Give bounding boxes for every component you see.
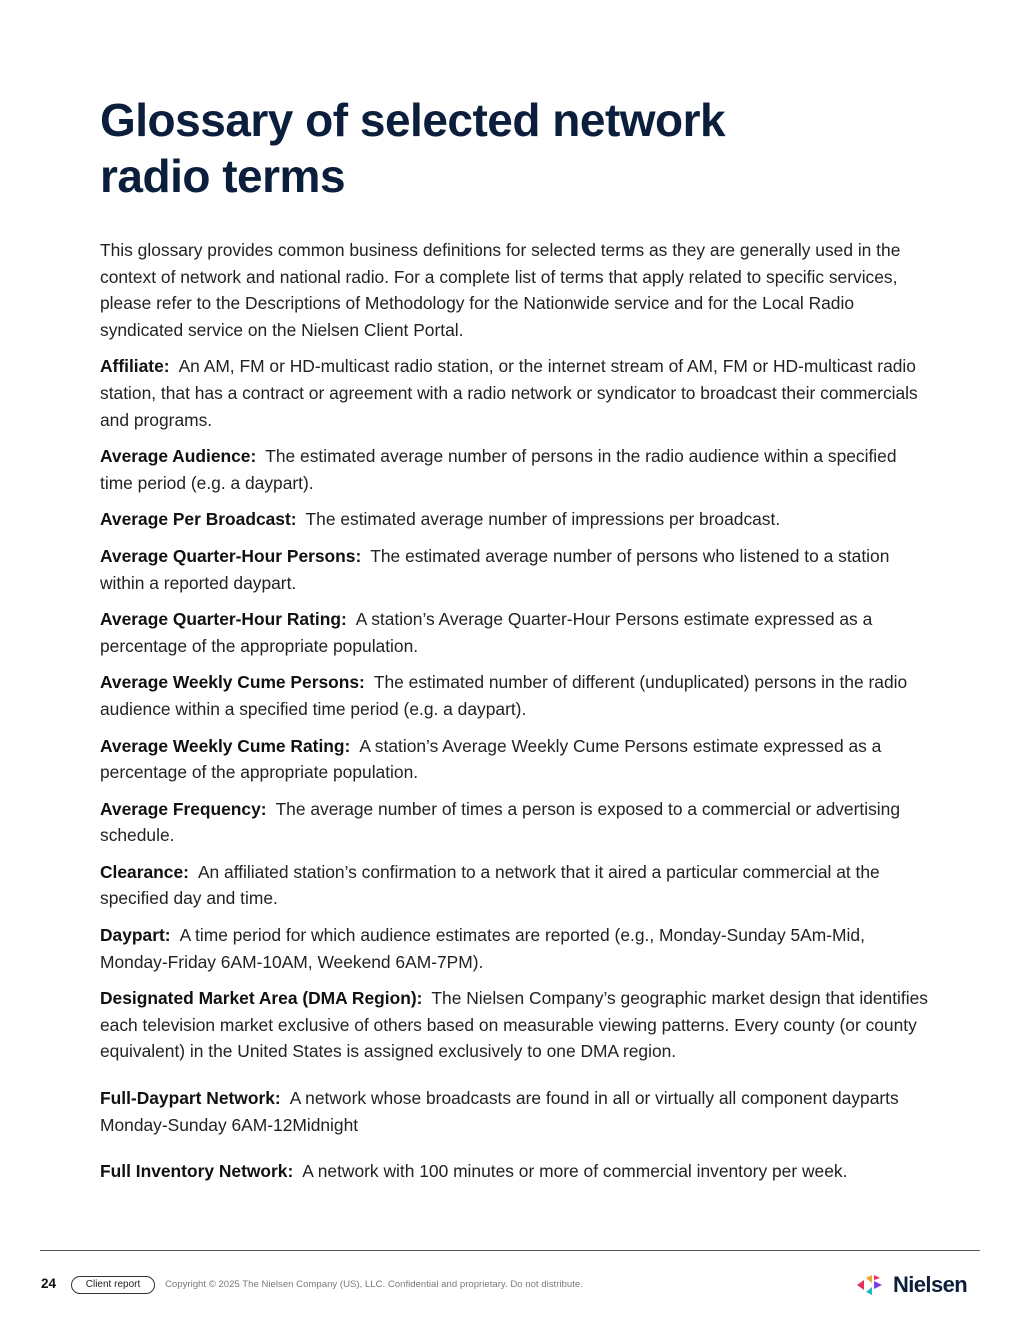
glossary-term-clearance — [100, 859, 928, 912]
glossary-term-weekly-cume-rating — [100, 733, 928, 786]
term-name: Average Frequency: — [100, 798, 267, 819]
glossary-term-daypart — [100, 922, 928, 975]
page-number: 24 — [41, 1276, 57, 1291]
glossary-term-full-daypart-network — [100, 1085, 928, 1138]
term-definition: A network whose broadcasts are found in all or virtually all component dayparts Monday-Sunday 6AM-12Midnight — [100, 1088, 899, 1135]
client-report-badge: Client report — [71, 1276, 155, 1294]
nielsen-logo — [857, 1272, 967, 1298]
term-name: Average Weekly Cume Persons: — [100, 672, 365, 693]
glossary-term-full-inventory-network — [100, 1158, 928, 1185]
term-name: Full-Daypart Network: — [100, 1088, 281, 1109]
term-definition: The average number of times a person is exposed to a commercial or advertising schedule. — [100, 798, 900, 846]
term-name: Average Per Broadcast: — [100, 509, 297, 530]
glossary-term-weekly-cume-persons — [100, 669, 928, 722]
glossary-term-average-audience — [100, 443, 928, 496]
glossary-term-average-per-broadcast — [100, 506, 928, 533]
term-definition: A time period for which audience estimates are reported (e.g., Monday-Sunday 5Am-Mid, Monday-Friday 6AM-10AM, Weekend 6AM-7PM). — [100, 925, 865, 972]
term-definition: The Nielsen Company’s geographic market design that identifies each television market exclusive of others based on measurable viewing patterns. Every county (or county equivalent) in the United States is assigned exclusively to one DMA region. — [100, 988, 928, 1062]
page-title: Glossary of selected network radio terms — [100, 94, 726, 202]
term-definition: A network with 100 minutes or more of commercial inventory per week. — [302, 1161, 848, 1182]
nielsen-logo-mark-icon — [857, 1274, 891, 1296]
intro-paragraph: This glossary provides common business definitions for selected terms as they are generally used in the context of network and national radio. For a complete list of terms that apply related to specific services, please refer to the Descriptions of Methodology for the Nationwide service and for the Local Radio syndicated service on the Nielsen Client Portal. — [100, 240, 901, 340]
term-definition: The estimated average number of persons in the radio audience within a specified time period (e.g. a daypart). — [100, 446, 897, 493]
glossary-term-aqh-rating — [100, 606, 928, 659]
term-name: Affiliate: — [100, 356, 170, 377]
term-name: Average Weekly Cume Rating: — [100, 735, 351, 756]
glossary-content — [100, 237, 928, 1195]
term-name: Full Inventory Network: — [100, 1161, 294, 1182]
term-name: Average Quarter-Hour Persons: — [100, 545, 362, 566]
term-definition: The estimated average number of persons who listened to a station within a reported daypart. — [100, 545, 890, 593]
term-name: Average Quarter-Hour Rating: — [100, 609, 347, 630]
footer-divider — [40, 1250, 980, 1251]
glossary-term-aqh-persons — [100, 543, 928, 596]
copyright-notice: Copyright © 2025 The Nielsen Company (US), LLC. Confidential and proprietary. Do not distribute. — [165, 1279, 583, 1290]
term-definition: A station’s Average Weekly Cume Persons estimate expressed as a percentage of the appropriate population. — [100, 735, 882, 783]
glossary-term-average-frequency — [100, 796, 928, 849]
term-definition: An AM, FM or HD-multicast radio station, or the internet stream of AM, FM or HD-multicast radio station, that has a contract or agreement with a radio network or syndicator to broadcast their commercials and programs. — [100, 356, 918, 430]
term-definition: An affiliated station’s confirmation to a network that it aired a particular commercial at the specified day and time. — [100, 861, 880, 909]
term-name: Average Audience: — [100, 446, 257, 467]
term-definition: A station’s Average Quarter-Hour Persons estimate expressed as a percentage of the appropriate population. — [100, 609, 873, 656]
glossary-term-affiliate — [100, 353, 928, 433]
glossary-term-dma-region — [100, 985, 928, 1065]
term-definition: The estimated number of different (unduplicated) persons in the radio audience within a specified time period (e.g. a daypart). — [100, 672, 908, 719]
term-definition: The estimated average number of impressions per broadcast. — [305, 509, 781, 530]
term-name: Clearance: — [100, 861, 189, 882]
nielsen-logo-text: Nielsen — [893, 1272, 968, 1297]
term-name: Designated Market Area (DMA Region): — [100, 988, 423, 1009]
term-name: Daypart: — [100, 925, 171, 946]
